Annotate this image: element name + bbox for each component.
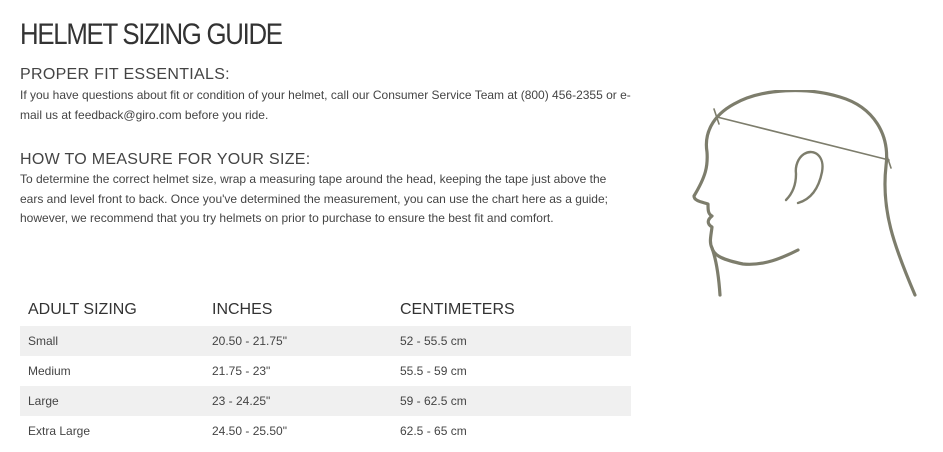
page-title: HELMET SIZING GUIDE (20, 18, 282, 51)
header-inches: INCHES (212, 301, 273, 318)
table-row (20, 326, 631, 356)
fit-essentials-heading: PROPER FIT ESSENTIALS: (20, 66, 230, 83)
table-row (20, 356, 631, 386)
header-adult-sizing: ADULT SIZING (28, 301, 137, 318)
measure-heading: HOW TO MEASURE FOR YOUR SIZE: (20, 151, 311, 168)
table-header-row (20, 294, 631, 326)
head-outline-path (694, 91, 915, 295)
head-profile-measuring-tape-icon (690, 90, 930, 300)
size-cell: Medium (28, 364, 71, 378)
measure-text: To determine the correct helmet size, wrap a measuring tape around the head, keeping the tape just above the ears and level front to back. Once you've determined the measurement, you can use the chart here as a guide; however, we recommend that you try helmets on prior to purchase to ensure the best fit and comfort. (20, 172, 608, 225)
centimeters-cell: 59 - 62.5 cm (392, 386, 631, 416)
size-cell: Large (20, 386, 204, 416)
inches-cell: 24.50 - 25.50" (212, 424, 287, 438)
centimeters-cell: 52 - 55.5 cm (392, 326, 631, 356)
inches-cell: 23 - 24.25" (204, 386, 392, 416)
size-cell: Extra Large (28, 424, 91, 438)
centimeters-cell: 55.5 - 59 cm (400, 364, 467, 378)
header-centimeters: CENTIMETERS (400, 301, 515, 318)
table-row (20, 416, 631, 446)
inches-cell: 20.50 - 21.75" (204, 326, 392, 356)
adult-sizing-table (20, 294, 631, 446)
fit-essentials-text: If you have questions about fit or condition of your helmet, call our Consumer Service Team at (800) 456-2355 or e-mail us at feedback@giro.com before you ride. (20, 88, 631, 122)
centimeters-cell: 62.5 - 65 cm (400, 424, 467, 438)
ear-path (786, 152, 823, 203)
size-cell: Small (20, 326, 204, 356)
table-row (20, 386, 631, 416)
inches-cell: 21.75 - 23" (212, 364, 271, 378)
